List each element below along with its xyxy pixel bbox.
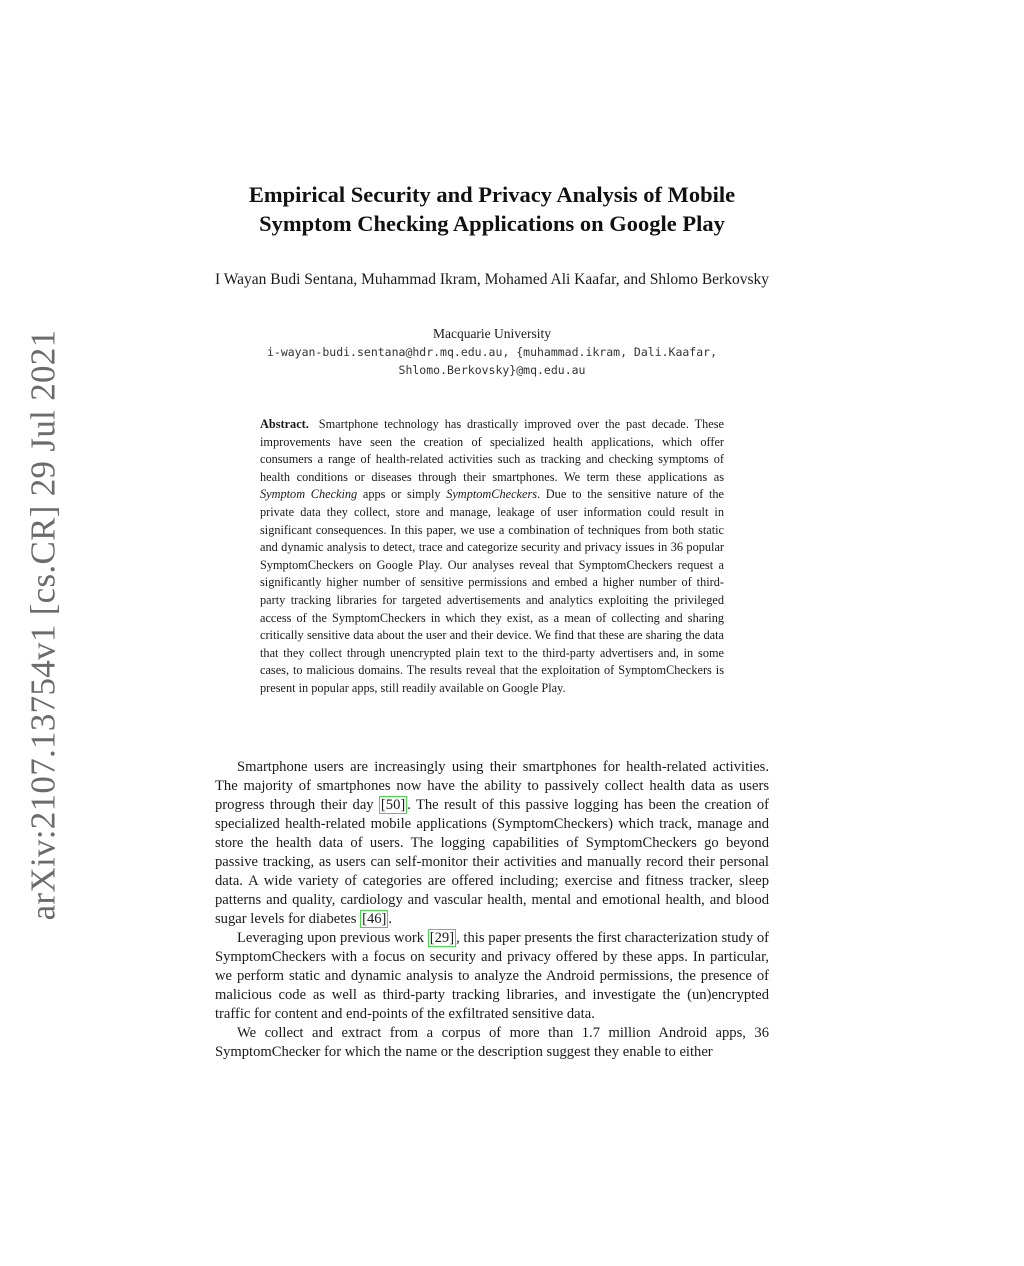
abstract-text-3: . Due to the sensitive nature of the private data they collect, store and manage, leakage of user information could result in significant consequences. In this paper, we use a combination of techniques from both static and dynamic analysis to detect, trace and categorize security and privacy issues in 36 popular SymptomCheckers on Google Play. Our analyses reveal that SymptomCheckers request a significantly higher number of sensitive permissions and embed a higher number of third-party tracking libraries for targeted advertisements and analytics exploiting the privileged access of the SymptomCheckers in which they exist, as a mean of collecting and sharing critically sensitive data about the user and their device. We find that these are sharing the data that they collect through unencrypted plain text to the third-party advertisers and, in some cases, to malicious domains. The results reveal that the exploitation of SymptomCheckers is present in popular apps, still readily available on Google Play.	[260, 487, 724, 695]
abstract-text-2: apps or simply	[357, 487, 447, 502]
introduction-text	[215, 758, 769, 1062]
abstract	[260, 416, 724, 698]
paragraph-2	[215, 929, 769, 1024]
abstract-term-1: Symptom Checking	[260, 487, 358, 502]
paragraph-1-text-c: .	[388, 911, 393, 927]
paragraph-1-text-a: Smartphone users are increasingly using their smartphones for health-related activities. The majority of smartphones now have the ability to passively collect health data as users progress through their day	[215, 759, 769, 813]
citation-link-29[interactable]: [29]	[429, 930, 455, 946]
author-list: I Wayan Budi Sentana, Muhammad Ikram, Mohamed Ali Kaafar, and Shlomo Berkovsky	[214, 271, 769, 288]
title-line-2: Symptom Checking Applications on Google Play	[259, 211, 725, 236]
paragraph-1-text-b: . The result of this passive logging has been the creation of specialized health-related mobile applications (SymptomCheckers) which track, manage and store the health data of users. The logging capabilities of SymptomCheckers go beyond passive tracking, as users can self-monitor their activities and manually record their personal data. A wide variety of categories are offered including; exercise and fitness tracker, sleep patterns and quality, cardiology and vascular health, mental and emotional health, and blood sugar levels for diabetes	[215, 797, 769, 927]
email-line-2: Shlomo.Berkovsky}@mq.edu.au	[398, 363, 586, 377]
abstract-text-1: Smartphone technology has drastically improved over the past decade. These improvements have seen the creation of specialized health applications, which offer consumers a range of health-related activities such as tracking and checking symptoms of health conditions or diseases through their smartphones. We term these applications as	[260, 417, 724, 484]
paragraph-1	[215, 758, 769, 929]
paragraph-3: We collect and extract from a corpus of more than 1.7 million Android apps, 36 SymptomChecker for which the name or the description suggest they enable to either	[215, 1025, 769, 1060]
citation-link-50[interactable]: [50]	[380, 797, 406, 813]
arxiv-stamp	[18, 329, 68, 921]
email-line-1: i-wayan-budi.sentana@hdr.mq.edu.au, {muhammad.ikram, Dali.Kaafar,	[266, 345, 718, 359]
affiliation: Macquarie University	[432, 326, 552, 341]
paragraph-2-text-a: Leveraging upon previous work	[237, 930, 428, 946]
citation-link-46[interactable]: [46]	[362, 911, 387, 927]
arxiv-stamp-text: arXiv:2107.13754v1 [cs.CR] 29 Jul 2021	[23, 329, 63, 921]
author-emails	[242, 343, 742, 379]
paragraph-2-text-b: , this paper presents the first characterization study of SymptomCheckers with a focus on security and privacy offered by these apps. In particular, we perform static and dynamic analysis to analyze the Android permissions, the presence of malicious code as well as third-party tracking libraries, and investigate the (un)encrypted traffic for content and end-points of the exfiltrated sensitive data.	[215, 930, 769, 1022]
paper-title	[212, 180, 772, 238]
title-line-1: Empirical Security and Privacy Analysis of Mobile	[248, 182, 736, 207]
abstract-label: Abstract.	[260, 417, 309, 431]
abstract-term-2: SymptomCheckers	[446, 487, 538, 502]
